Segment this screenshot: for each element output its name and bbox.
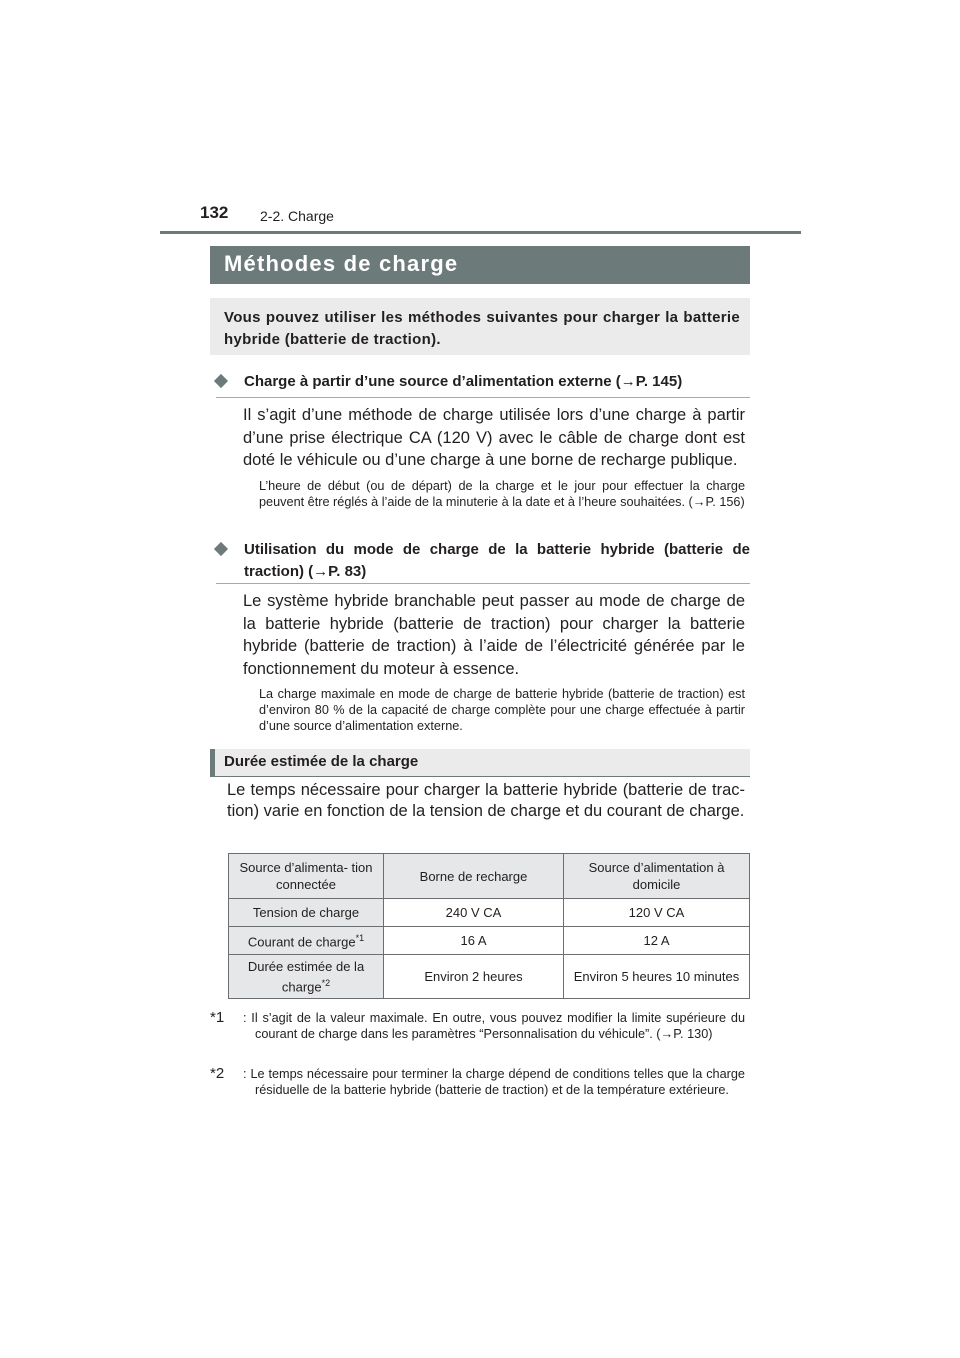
footnote: [210, 1066, 745, 1098]
table-header-cell: Borne de recharge: [384, 854, 564, 899]
footnote-marker: *1: [355, 933, 365, 944]
table-header-row: [229, 854, 750, 899]
table-header-cell: Source d’alimentation à domicile: [564, 854, 750, 899]
footnote-text: : Le temps nécessaire pour terminer la charge dépend de conditions telles que la charge résiduelle de la batterie hybride (batterie de traction) et de la température extérieure.: [243, 1067, 745, 1097]
footnote: [210, 1010, 745, 1042]
section-heading-text: Charge à partir d’une source d’alimentation externe (→P. 145): [244, 373, 683, 390]
table-cell: 240 V CA: [384, 899, 564, 927]
section-body-text: Le système hybride branchable peut passer au mode de charge de la batterie hybride (batterie de traction) pour charger la batterie hybride (batterie de traction) à l’aide de l’électricité générée par le fonctionnement du moteur à essence.: [243, 592, 745, 678]
section-divider: [216, 397, 750, 398]
table-header-cell: Source d’alimenta- tion connectée: [229, 854, 384, 899]
intro-box: [210, 298, 750, 355]
subsection-body-text: Le temps nécessaire pour charger la batterie hybride (batterie de trac- tion) varie en fonction de la tension de charge et du courant de charge.: [227, 781, 745, 820]
table-row-label: Courant de charge$^{*1}$: [229, 927, 384, 955]
charge-duration-table: [228, 853, 750, 999]
table-cell: 12 A: [564, 927, 750, 955]
table-cell: Environ 2 heures: [384, 955, 564, 999]
table-cell: Environ 5 heures 10 minutes: [564, 955, 750, 999]
subsection-marker: [210, 749, 215, 776]
footnote-mark: *2: [210, 1065, 225, 1082]
table-row: [229, 927, 750, 955]
table-cell: 120 V CA: [564, 899, 750, 927]
section-heading-text: Utilisation du mode de charge de la batterie hybride (batterie de traction) (→P. 83): [244, 541, 750, 580]
footnote-marker: *2: [321, 977, 331, 988]
page-title: Méthodes de charge: [224, 251, 459, 276]
footnote-mark: *1: [210, 1009, 225, 1026]
subsection-bar: [210, 749, 750, 776]
table-row: [229, 955, 750, 999]
intro-text: Vous pouvez utiliser les méthodes suivantes pour charger la batterie hybride (batterie de traction).: [224, 309, 740, 348]
header-divider: [160, 231, 801, 234]
section-title-bar: [210, 246, 750, 284]
section-note-text: La charge maximale en mode de charge de batterie hybride (batterie de traction) est d’environ 80 % de la capacité de charge complète pour une charge effectuée à partir d’une source d’alimentation externe.: [259, 687, 745, 733]
page-number: 132: [200, 203, 229, 222]
section-heading-hybrid-mode: [216, 539, 750, 583]
table-row-label: Tension de charge: [229, 899, 384, 927]
section-heading-external-charge: [216, 371, 750, 393]
subsection-heading: Durée estimée de la charge: [224, 753, 419, 770]
section-note-text: L’heure de début (ou de départ) de la charge et le jour pour effectuer la charge peuvent être réglés à l’aide de la minuterie à la date et à l’heure souhaitées. (→P. 156): [259, 479, 745, 509]
table-row: [229, 899, 750, 927]
footnote-text: : Il s’agit de la valeur maximale. En outre, vous pouvez modifier la limite supérieure du courant de charge dans les paramètres “Personnalisation du véhicule”. (→P. 130): [243, 1011, 745, 1041]
table-row-label: Durée estimée de la charge$^{*2}$: [229, 955, 384, 999]
subsection-underline: [210, 776, 750, 777]
breadcrumb: 2-2. Charge: [260, 208, 334, 224]
section-body-text: Il s’agit d’une méthode de charge utilisée lors d’une charge à partir d’une prise électrique CA (120 V) avec le câble de charge dont est doté le véhicule ou d’une charge à une borne de recharge publique.: [243, 406, 745, 469]
table-cell: 16 A: [384, 927, 564, 955]
section-divider: [216, 583, 750, 584]
